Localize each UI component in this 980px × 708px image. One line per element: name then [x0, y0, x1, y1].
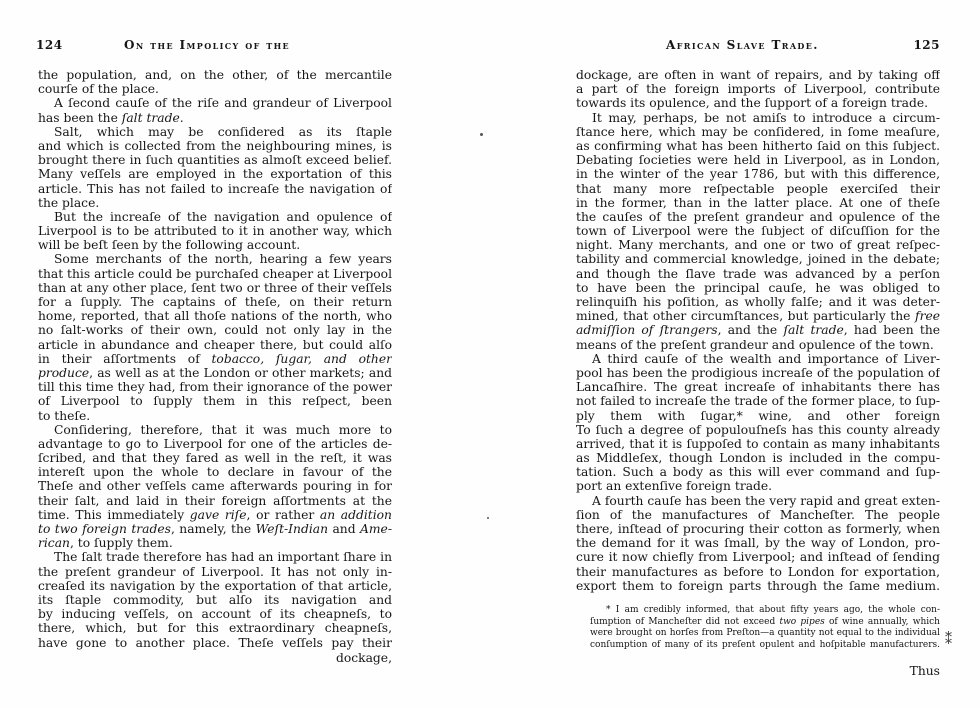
text-line: and though the ſlave trade was advanced by a perſon: [576, 266, 940, 281]
text-line: But the increaſe of the navigation and opulence of: [54, 209, 392, 224]
text-line: that many more reſpectable people exerciſed their: [576, 181, 940, 196]
text-line: till this time they had, from their ignorance of the power: [38, 380, 392, 395]
text-line: its ſtaple commodity, but alſo its navigation and: [38, 592, 392, 607]
catchword: dockage,: [335, 651, 392, 665]
footnote-line: conſumption of many of its preſent opulent and hoſpitable manufacturers.: [590, 639, 940, 650]
text-line: rican, to ſupply them.: [38, 536, 173, 551]
text-line: home, reported, that all thoſe nations of the north, who: [38, 309, 392, 324]
text-line: dockage, are often in want of repairs, and by taking off: [576, 68, 940, 82]
text-line: ply them with ſugar,* wine, and other foreign: [576, 408, 940, 423]
text-line: It may, perhaps, be not amiſs to introduce a circum-: [592, 110, 940, 125]
running-head: African Slave Trade.: [666, 38, 819, 52]
text-line: the population, and, on the other, of the mercantile: [38, 68, 392, 82]
text-line: has been the ſalt trade.: [38, 110, 184, 125]
text-line: of Liverpool to ſupply them in this reſpect, been: [38, 394, 392, 409]
text-line: not failed to increaſe the trade of the former place, to ſup-: [576, 394, 940, 409]
left-page-header: [36, 38, 396, 54]
text-line: creaſed its navigation by the exportation of that article,: [38, 578, 392, 593]
text-line: that this article could be purchaſed cheaper at Liverpool: [38, 266, 392, 281]
text-line: Some merchants of the north, hearing a few years: [54, 252, 392, 267]
text-line: Liverpool is to be attributed to it in another way, which: [38, 224, 392, 239]
text-line: a part of the foreign imports of Liverpool, contribute: [576, 82, 940, 97]
text-line: produce, as well as at the London or other markets; and: [38, 365, 392, 380]
text-line: article in abundance and cheaper there, but could alſo: [38, 337, 392, 352]
text-line: their ſalt, and laid in their foreign aſſortments at the: [38, 493, 392, 508]
text-line: the cauſes of the preſent grandeur and opulence of the: [576, 209, 940, 224]
text-line: in the former, than in the latter place. At one of theſe: [576, 195, 940, 210]
text-line: A third cauſe of the wealth and importance of Liver-: [592, 351, 940, 366]
text-line: Conſidering, therefore, that it was much more to: [54, 422, 392, 437]
text-line: ſcribed, and that they fared as well in the reſt, it was: [38, 451, 392, 466]
text-line: tation. Such a body as this will ever command and ſup-: [576, 465, 940, 480]
text-line: night. Many merchants, and one or two of great reſpec-: [576, 238, 940, 253]
text-line: there, inſtead of procuring their cotton as formerly, when: [576, 522, 940, 536]
text-line: to two foreign trades, namely, the Weſt-Indian and Ame-: [38, 522, 392, 536]
left-page: [30, 0, 402, 708]
text-line: town of Liverpool were the ſubject of diſcuſſion for the: [576, 224, 940, 239]
text-line: to theſe.: [38, 408, 91, 423]
footnote-line: ſumption of Mancheſter did not exceed two pipes of wine annually, which: [590, 616, 940, 627]
text-line: arrived, that it is ſuppoſed to contain as many inhabitants: [576, 436, 940, 451]
page-number: 125: [913, 38, 940, 52]
text-line: the demand for it was ſmall, by the way of London, pro-: [576, 536, 940, 551]
text-line: as Middleſex, though London is included in the compu-: [576, 451, 940, 466]
text-line: pool has been the prodigious increaſe of the population of: [576, 365, 940, 380]
text-line: in their aſſortments of tobacco, ſugar, and other: [38, 351, 392, 366]
text-line: and which is collected from the neighbouring mines, is: [38, 138, 392, 153]
right-page-header: [568, 38, 940, 54]
text-line: mined, that other circumſtances, but particularly the free: [576, 309, 940, 324]
text-line: port an extenſive foreign trade.: [576, 479, 773, 494]
text-line: there, which, but for this extraordinary cheapneſs,: [38, 621, 392, 636]
text-line: their manufactures as before to London for exportation,: [576, 564, 940, 579]
text-line: ſtance here, which may be conſidered, in ſome meaſure,: [576, 124, 940, 139]
text-line: cure it now chiefly from Liverpool; and inſtead of ſending: [576, 550, 940, 565]
scan-speck: [487, 517, 489, 519]
footnote: [590, 605, 940, 651]
page-text: [38, 68, 392, 650]
text-line: Theſe and other veſſels came afterwards pouring in for: [38, 479, 392, 494]
text-line: A fourth cauſe has been the very rapid and great exten-: [592, 493, 940, 508]
text-line: Many veſſels are employed in the exportation of this: [38, 167, 392, 182]
text-line: advantage to go to Liverpool for one of the articles de-: [38, 436, 392, 451]
text-line: A ſecond cauſe of the riſe and grandeur of Liverpool: [54, 96, 392, 111]
text-line: The ſalt trade therefore has had an important ſhare in: [54, 550, 392, 565]
text-line: ſion of the manufactures of Mancheſter. The people: [576, 507, 940, 522]
footnote-line: were brought on horſes from Preſton—a quantity not equal to the individual: [590, 628, 940, 639]
right-page: [568, 0, 952, 708]
running-head: On the Impolicy of the: [124, 38, 291, 52]
text-line: the place.: [38, 195, 100, 210]
text-line: in the winter of the year 1786, but with this difference,: [576, 167, 940, 182]
text-line: time. This immediately gave riſe, or rather an addition: [38, 507, 392, 522]
text-line: means of the preſent grandeur and opulence of the town.: [576, 337, 934, 352]
text-line: To ſuch a degree of populouſneſs has this county already: [576, 422, 940, 437]
text-line: courſe of the place.: [38, 82, 159, 97]
text-line: relinquiſh his poſition, as wholly falſe; and it was deter-: [576, 295, 940, 309]
text-line: tability and commercial knowledge, joined in the debate;: [576, 252, 940, 267]
text-line: than at any other place, ſent two or three of their veſſels: [38, 280, 392, 295]
page-number: 124: [36, 38, 63, 52]
text-line: have gone to another place. Theſe veſſels pay their: [38, 635, 392, 650]
text-line: brought there in ſuch quantities as almoſt exceed belief.: [38, 153, 392, 168]
text-line: no ſalt-works of their own, could not only lay in the: [38, 323, 392, 338]
text-line: Debating ſocieties were held in Liverpool, as in London,: [576, 153, 940, 168]
text-line: for a ſupply. The captains of theſe, on their return: [38, 295, 392, 309]
text-line: to have been the principal cauſe, he was obliged to: [576, 280, 940, 295]
page-text: [576, 68, 940, 593]
text-line: Lancaſhire. The great increaſe of inhabitants there has: [576, 380, 940, 395]
text-line: as confirming what has been hitherto ſaid on this ſubject.: [576, 138, 940, 153]
text-line: by inducing veſſels, on account of its cheapneſs, to: [38, 607, 392, 622]
scan-speck: [480, 133, 483, 136]
text-line: the preſent grandeur of Liverpool. It has not only in-: [38, 564, 392, 579]
text-line: export them to foreign parts through the ſame medium.: [576, 578, 940, 593]
footnote-line: * I am credibly informed, that about fifty years ago, the whole con-: [606, 605, 940, 615]
text-line: will be beſt ſeen by the following account.: [38, 238, 301, 253]
catchword: Thus: [909, 664, 940, 678]
text-line: Salt, which may be conſidered as its ſtaple: [54, 124, 392, 139]
text-line: article. This has not failed to increaſe the navigation of: [38, 181, 392, 196]
text-line: intereſt upon the whole to declare in favour of the: [38, 465, 392, 480]
edge-mark: ⁑: [945, 632, 952, 648]
text-line: admiſſion of ſtrangers, and the ſalt trade, had been the: [576, 323, 940, 338]
text-line: towards its opulence, and the ſupport of a foreign trade.: [576, 96, 929, 111]
